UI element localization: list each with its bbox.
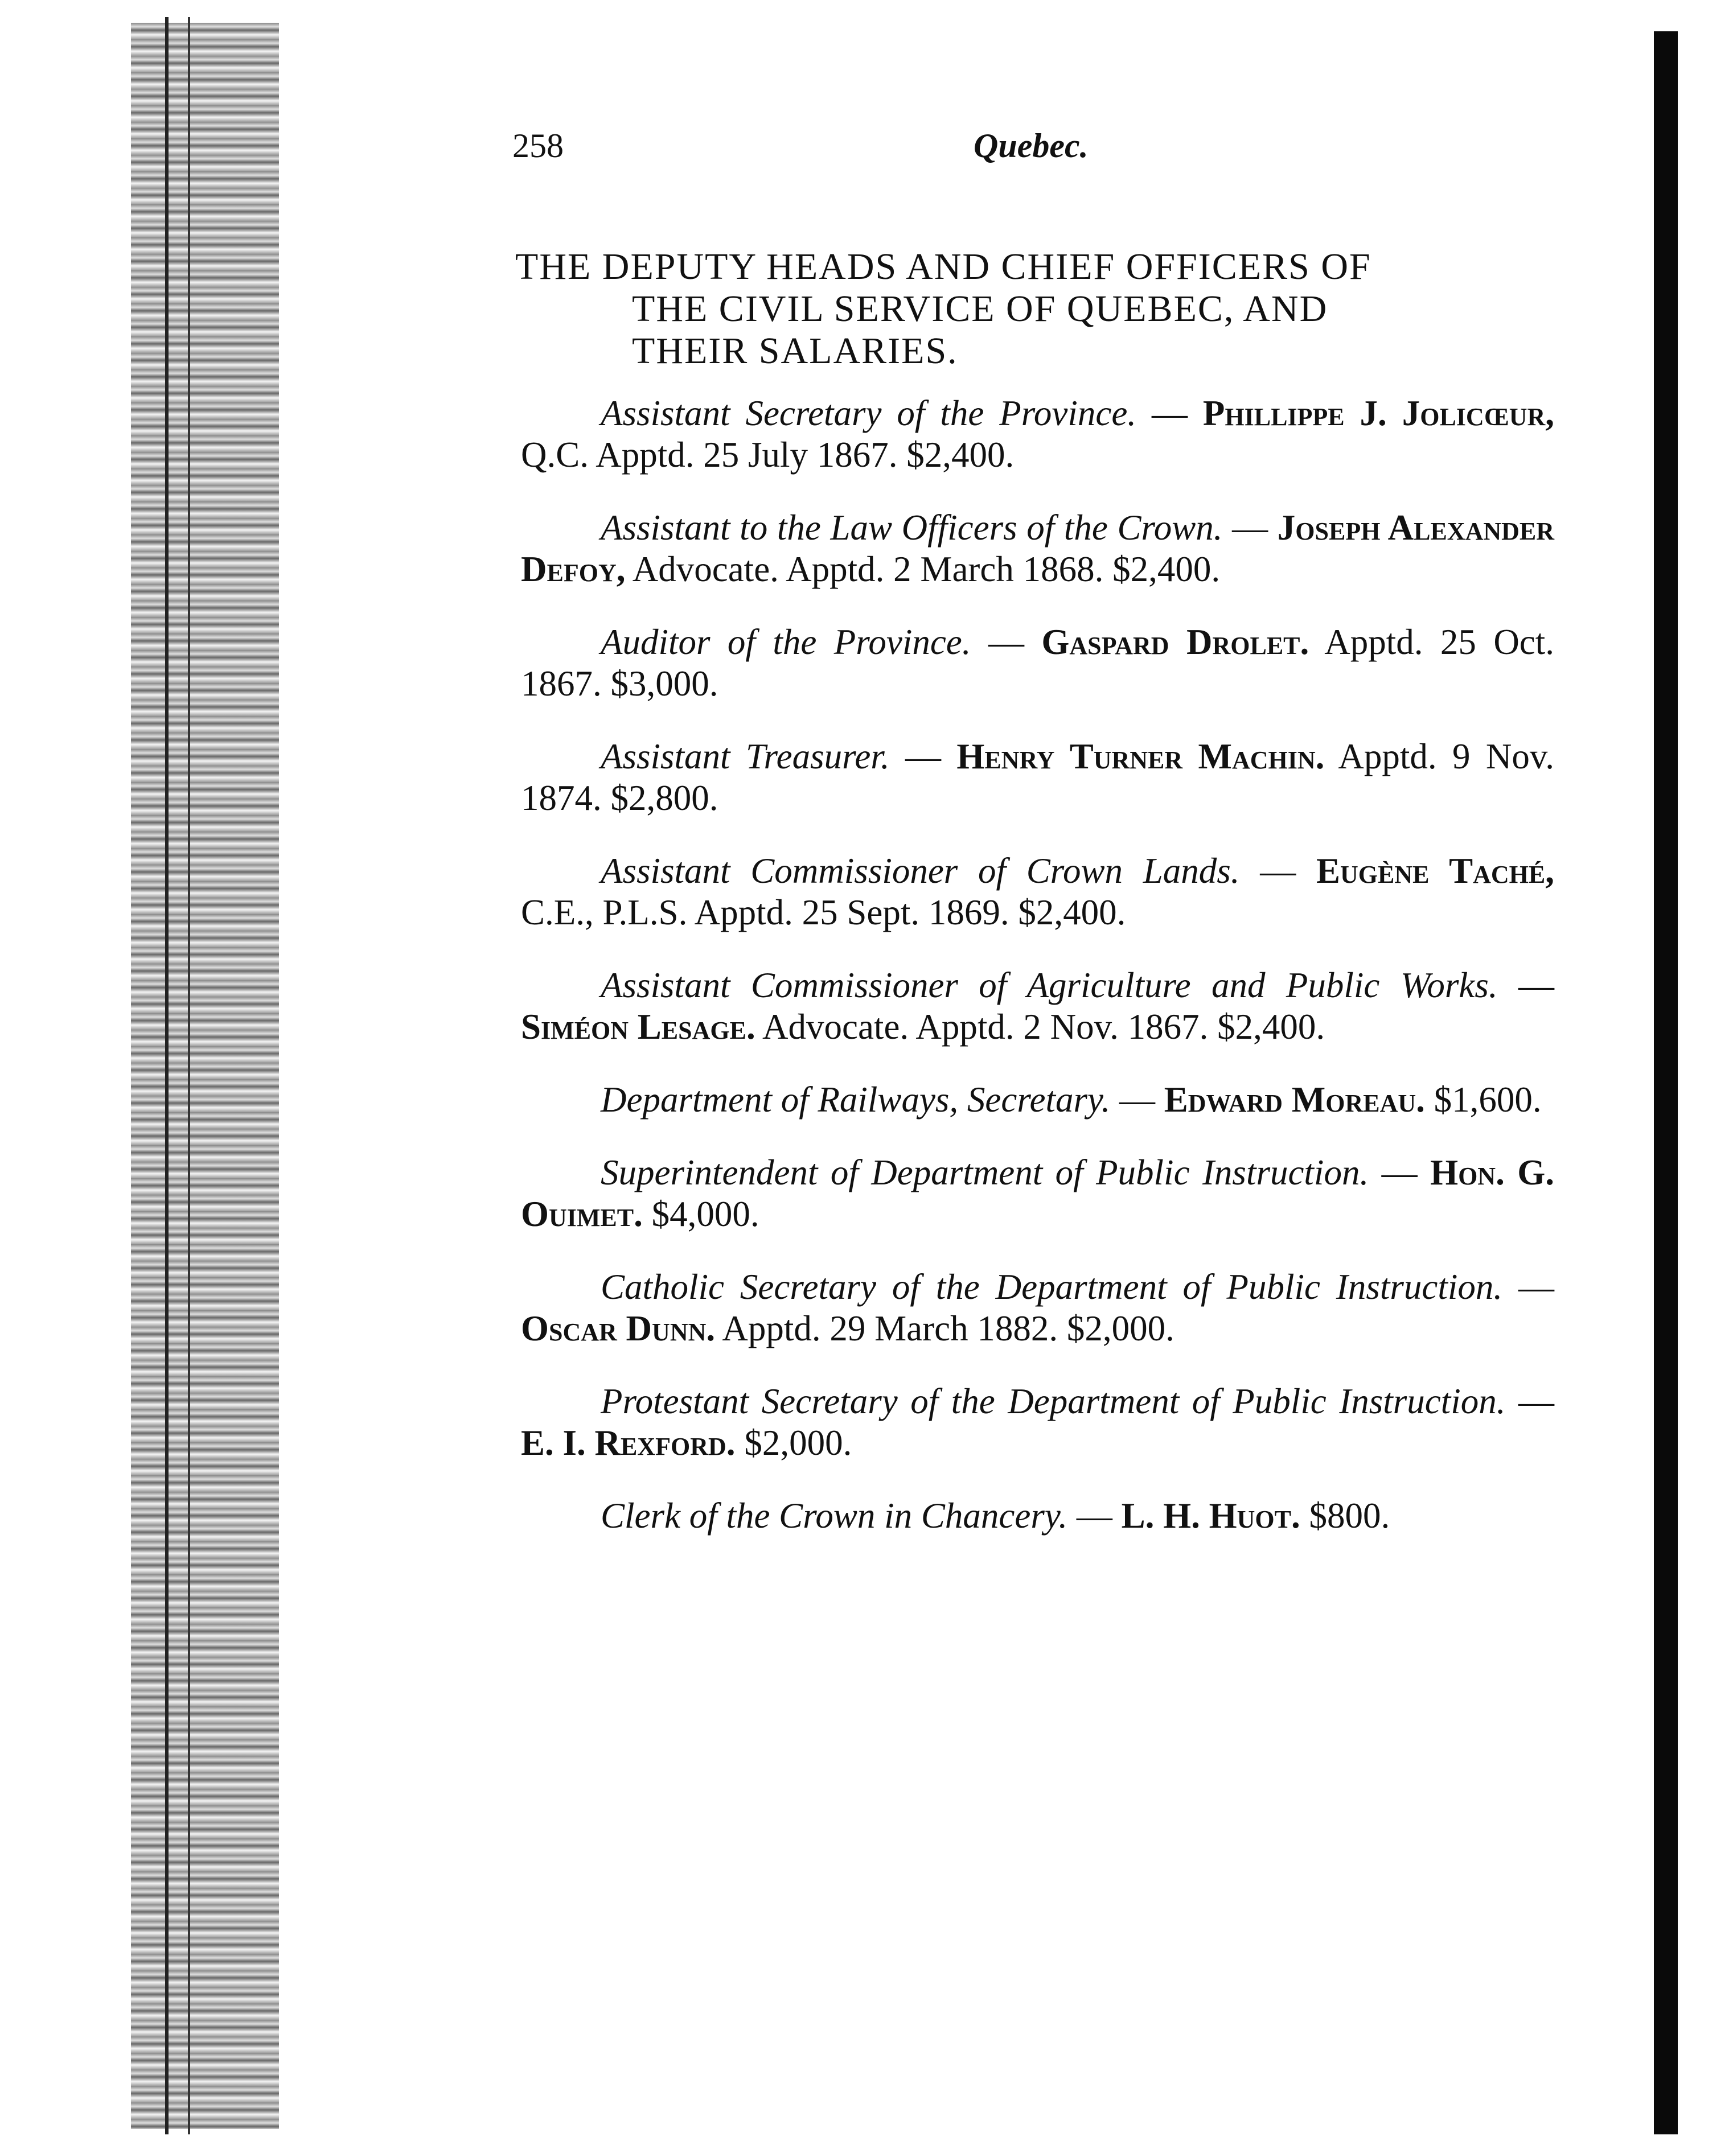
- appointment-detail: Apptd. 25 Oct. 1867. $3,000.: [521, 622, 1555, 703]
- officer-name: Edward Moreau.: [1164, 1080, 1425, 1120]
- officer-entry: Assistant Commissioner of Crown Lands. — Eugène Taché, C.E., P.L.S. Apptd. 25 Sept. 1869. $2,400.: [521, 851, 1554, 932]
- section-title: [515, 246, 1557, 372]
- appointment-detail: Apptd. 29 March 1882. $2,000.: [722, 1309, 1175, 1348]
- office-title: Catholic Secretary of the Department of Public Instruction.: [601, 1267, 1503, 1307]
- officer-name: Hon. G. Ouimet.: [521, 1153, 1555, 1234]
- office-title: Superintendent of Department of Public Instruction.: [601, 1153, 1369, 1192]
- appointment-detail: $4,000.: [651, 1194, 759, 1234]
- appointment-detail: $800.: [1309, 1496, 1390, 1536]
- officer-name: Gaspard Drolet.: [1041, 622, 1309, 662]
- section-title-line-2: THE CIVIL SERVICE OF QUEBEC, AND: [632, 288, 1328, 330]
- officer-name: L. H. Huot.: [1121, 1496, 1300, 1536]
- officer-entry: Assistant to the Law Officers of the Crown. — Joseph Alexander Defoy, Advocate. Apptd. 2 March 1868. $2,400.: [521, 508, 1555, 589]
- officer-entry: Protestant Secretary of the Department of Public Instruction. — E. I. Rexford. $2,000.: [521, 1381, 1554, 1463]
- section-title-line-3: THEIR SALARIES.: [632, 330, 958, 372]
- office-title: Assistant Secretary of the Province.: [601, 393, 1137, 433]
- section-title-line-1: THE DEPUTY HEADS AND CHIEF OFFICERS OF: [515, 246, 1371, 287]
- officer-name: Henry Turner Machin.: [956, 737, 1325, 776]
- officer-name: Oscar Dunn.: [521, 1309, 716, 1348]
- officer-entry: Auditor of the Province. — Gaspard Drolet. Apptd. 25 Oct. 1867. $3,000.: [521, 622, 1555, 703]
- appointment-detail: $1,600.: [1434, 1080, 1542, 1120]
- scan-right-edge-bar: [1654, 31, 1678, 2134]
- appointment-detail: C.E., P.L.S. Apptd. 25 Sept. 1869. $2,400.: [521, 892, 1126, 932]
- officer-entry: Assistant Secretary of the Province. — Phillippe J. Jolicœur, Q.C. Apptd. 25 July 1867. $2,400.: [521, 393, 1554, 475]
- officer-entry: Department of Railways, Secretary. — Edward Moreau. $1,600.: [601, 1080, 1542, 1120]
- page-number: 258: [512, 127, 564, 164]
- officer-name: E. I. Rexford.: [521, 1423, 736, 1463]
- officer-name: Eugène Taché,: [1316, 851, 1554, 891]
- scan-binding-line-inner: [188, 17, 190, 2134]
- officer-entry: Superintendent of Department of Public Instruction. — Hon. G. Ouimet. $4,000.: [521, 1153, 1555, 1234]
- office-title: Clerk of the Crown in Chancery.: [601, 1496, 1068, 1536]
- office-title: Assistant Commissioner of Agriculture and Public Works.: [601, 965, 1498, 1005]
- appointment-detail: $2,000.: [744, 1423, 852, 1463]
- appointment-detail: Advocate. Apptd. 2 Nov. 1867. $2,400.: [762, 1007, 1325, 1047]
- office-title: Assistant to the Law Officers of the Crown.: [601, 508, 1223, 548]
- officer-name: Joseph Alexander Defoy,: [521, 508, 1555, 589]
- office-title: Department of Railways, Secretary.: [601, 1080, 1111, 1120]
- officer-entry: Clerk of the Crown in Chancery. — L. H. Huot. $800.: [601, 1496, 1390, 1536]
- office-title: Assistant Commissioner of Crown Lands.: [601, 851, 1240, 891]
- officer-entry: Assistant Commissioner of Agriculture and Public Works. — Siméon Lesage. Advocate. Apptd. 2 Nov. 1867. $2,400.: [521, 965, 1555, 1047]
- scan-binding-line: [165, 17, 169, 2134]
- office-title: Auditor of the Province.: [601, 622, 971, 662]
- appointment-detail: Advocate. Apptd. 2 March 1868. $2,400.: [632, 549, 1221, 589]
- officer-list: [521, 393, 1554, 1568]
- scan-binding-edge: [131, 23, 279, 2129]
- office-title: Protestant Secretary of the Department of Public Instruction.: [601, 1381, 1506, 1421]
- page-header: [512, 126, 1093, 172]
- officer-name: Siméon Lesage.: [521, 1007, 755, 1047]
- office-title: Assistant Treasurer.: [601, 737, 890, 776]
- officer-entry: Catholic Secretary of the Department of Public Instruction. — Oscar Dunn. Apptd. 29 March 1882. $2,000.: [521, 1267, 1554, 1348]
- officer-entry: Assistant Treasurer. — Henry Turner Machin. Apptd. 9 Nov. 1874. $2,800.: [521, 737, 1554, 818]
- appointment-detail: Q.C. Apptd. 25 July 1867. $2,400.: [521, 435, 1015, 475]
- running-title: Quebec.: [974, 127, 1089, 164]
- appointment-detail: Apptd. 9 Nov. 1874. $2,800.: [521, 737, 1554, 818]
- officer-name: Phillippe J. Jolicœur,: [1202, 393, 1554, 433]
